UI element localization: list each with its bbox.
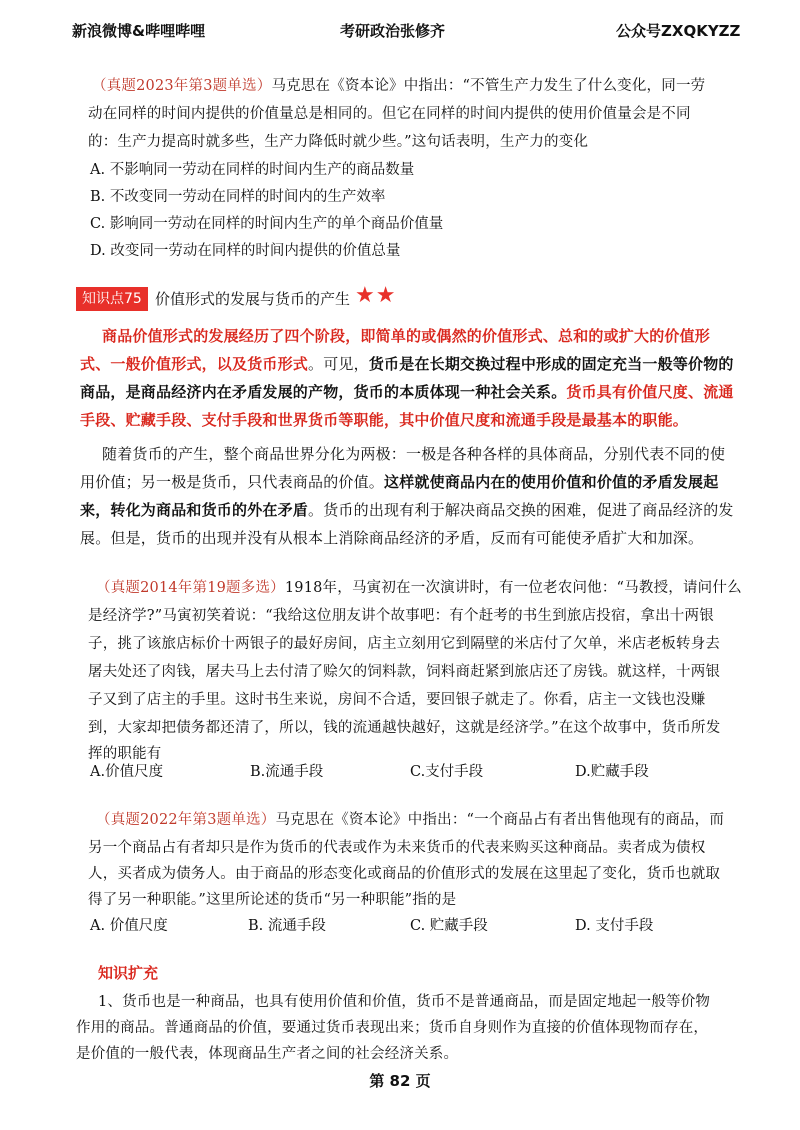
question-tag: （真题2014年第19题多选） <box>96 580 285 596</box>
question-line: 屠夫处还了肉钱，屠夫马上去付清了赊欠的饲料款，饲料商赶紧到旅店还了房钱。就这样，十两银 <box>88 664 721 680</box>
extension-line: 1、货币也是一种商品，也具有使用价值和价值，货币不是普通商品，而是固定地起一般等价物 <box>98 994 711 1010</box>
summary-text: 式、一般价值形式，以及货币形式 <box>80 355 309 373</box>
body-text: 这样就使商品内在的使用价值和价值的矛盾发展起 <box>384 473 719 491</box>
question-text: 马克思在《资本论》中指出：“不管生产力发生了什么变化，同一劳 <box>271 78 706 94</box>
body-line <box>80 499 734 520</box>
question-line: 的：生产力提高时就多些，生产力降低时就少些。”这句话表明，生产力的变化 <box>88 134 589 150</box>
summary-line <box>102 325 710 346</box>
option-c: C. 贮藏手段 <box>410 918 488 934</box>
question-tag: （真题2022年第3题单选） <box>96 812 276 828</box>
question-line: 子又到了店主的手里。这时书生来说，房间不合适，要回银子就走了。你看，店主一文钱也没赚 <box>88 692 706 708</box>
knowledge-point-badge: 知识点75 <box>76 287 148 311</box>
option-a: A. 不影响同一劳动在同样的时间内生产的商品数量 <box>90 162 415 178</box>
body-text: 用价值；另一极是货币，只代表商品的价值。 <box>80 473 385 491</box>
extension-line: 作用的商品。普通商品的价值，要通过货币表现出来；货币自身则作为直接的价值体现物而存在， <box>76 1020 709 1036</box>
summary-line <box>80 409 688 430</box>
option-d: D. 改变同一劳动在同样的时间内提供的价值总量 <box>90 243 401 259</box>
summary-text: 。可见， <box>308 355 369 373</box>
option-d: D.贮藏手段 <box>575 764 649 780</box>
extension-title: 知识扩充 <box>98 964 159 982</box>
summary-text: 货币具有价值尺度、流通 <box>566 383 734 401</box>
option-d: D. 支付手段 <box>575 918 654 934</box>
option-b: B. 流通手段 <box>248 918 326 934</box>
question-line: 是经济学?”马寅初笑着说：“我给这位朋友讲个故事吧：有个赶考的书生到旅店投宿，拿出十两银 <box>88 608 714 624</box>
option-a: A. 价值尺度 <box>90 918 168 934</box>
question-line: 另一个商品占有者却只是作为货币的代表或作为未来货币的代表来购买这种商品。卖者成为债权 <box>88 840 706 856</box>
question-text: 马克思在《资本论》中指出：“一个商品占有者出售他现有的商品，而 <box>275 812 725 828</box>
question-tag: （真题2023年第3题单选） <box>92 78 272 94</box>
question-line <box>92 74 705 95</box>
question-line: 动在同样的时间内提供的价值量总是相同的。但它在同样的时间内提供的使用价值量会是不同 <box>88 106 691 122</box>
body-line: 展。但是，货币的出现并没有从根本上消除商品经济的矛盾，反而有可能使矛盾扩大和加深。 <box>80 529 704 547</box>
option-c: C. 影响同一劳动在同样的时间内生产的单个商品价值量 <box>90 216 444 232</box>
question-line <box>96 808 724 829</box>
question-line: 到，大家却把债务都还清了，所以，钱的流通越快越好，这就是经济学。”在这个故事中，货币所发 <box>88 720 721 736</box>
question-line <box>96 576 742 597</box>
extension-line: 是价值的一般代表，体现商品生产者之间的社会经济关系。 <box>76 1046 459 1062</box>
question-line: 子，挑了该旅店标价十两银子的最好房间，店主立刻用它到隔壁的米店付了欠单，米店老板转身去 <box>88 636 721 652</box>
option-b: B.流通手段 <box>250 764 324 780</box>
body-line: 随着货币的产生，整个商品世界分化为两极：一极是各种各样的具体商品，分别代表不同的使 <box>102 445 726 463</box>
header-right: 公众号ZXQKYZZ <box>616 22 741 40</box>
importance-stars: ★★ <box>355 283 397 308</box>
question-text: 1918年，马寅初在一次演讲时，有一位老农问他：“马教授，请问什么 <box>284 580 742 596</box>
option-c: C.支付手段 <box>410 764 484 780</box>
knowledge-point-title: 价值形式的发展与货币的产生 <box>155 290 351 308</box>
summary-text: 商品，是商品经济内在矛盾发展的产物，货币的本质体现一种社会关系。 <box>80 383 567 401</box>
question-line: 人，买者成为债务人。由于商品的形态变化或商品的价值形式的发展在这里起了变化，货币也就取 <box>88 866 721 882</box>
summary-text: 货币是在长期交换过程中形成的固定充当一般等价物的 <box>368 355 734 373</box>
page-number: 第 82 页 <box>369 1072 431 1090</box>
option-a: A.价值尺度 <box>90 764 164 780</box>
body-text: 来，转化为商品和货币的外在矛盾 <box>80 501 309 519</box>
header-left: 新浪微博&哔哩哔哩 <box>72 22 206 40</box>
body-line <box>80 471 718 492</box>
summary-line <box>80 353 734 374</box>
body-text: 。货币的出现有利于解决商品交换的困难，促进了商品经济的发 <box>308 501 734 519</box>
header-center: 考研政治张修齐 <box>340 22 446 40</box>
summary-line <box>80 381 734 402</box>
summary-text: 商品价值形式的发展经历了四个阶段，即简单的或偶然的价值形式、总和的或扩大的价值形 <box>102 327 711 345</box>
summary-text: 手段、贮藏手段、支付手段和世界货币等职能，其中价值尺度和流通手段是最基本的职能。 <box>80 411 689 429</box>
question-line: 挥的职能有 <box>88 746 162 762</box>
question-line: 得了另一种职能。”这里所论述的货币“另一种职能”指的是 <box>88 892 457 908</box>
option-b: B. 不改变同一劳动在同样的时间内的生产效率 <box>90 189 386 205</box>
